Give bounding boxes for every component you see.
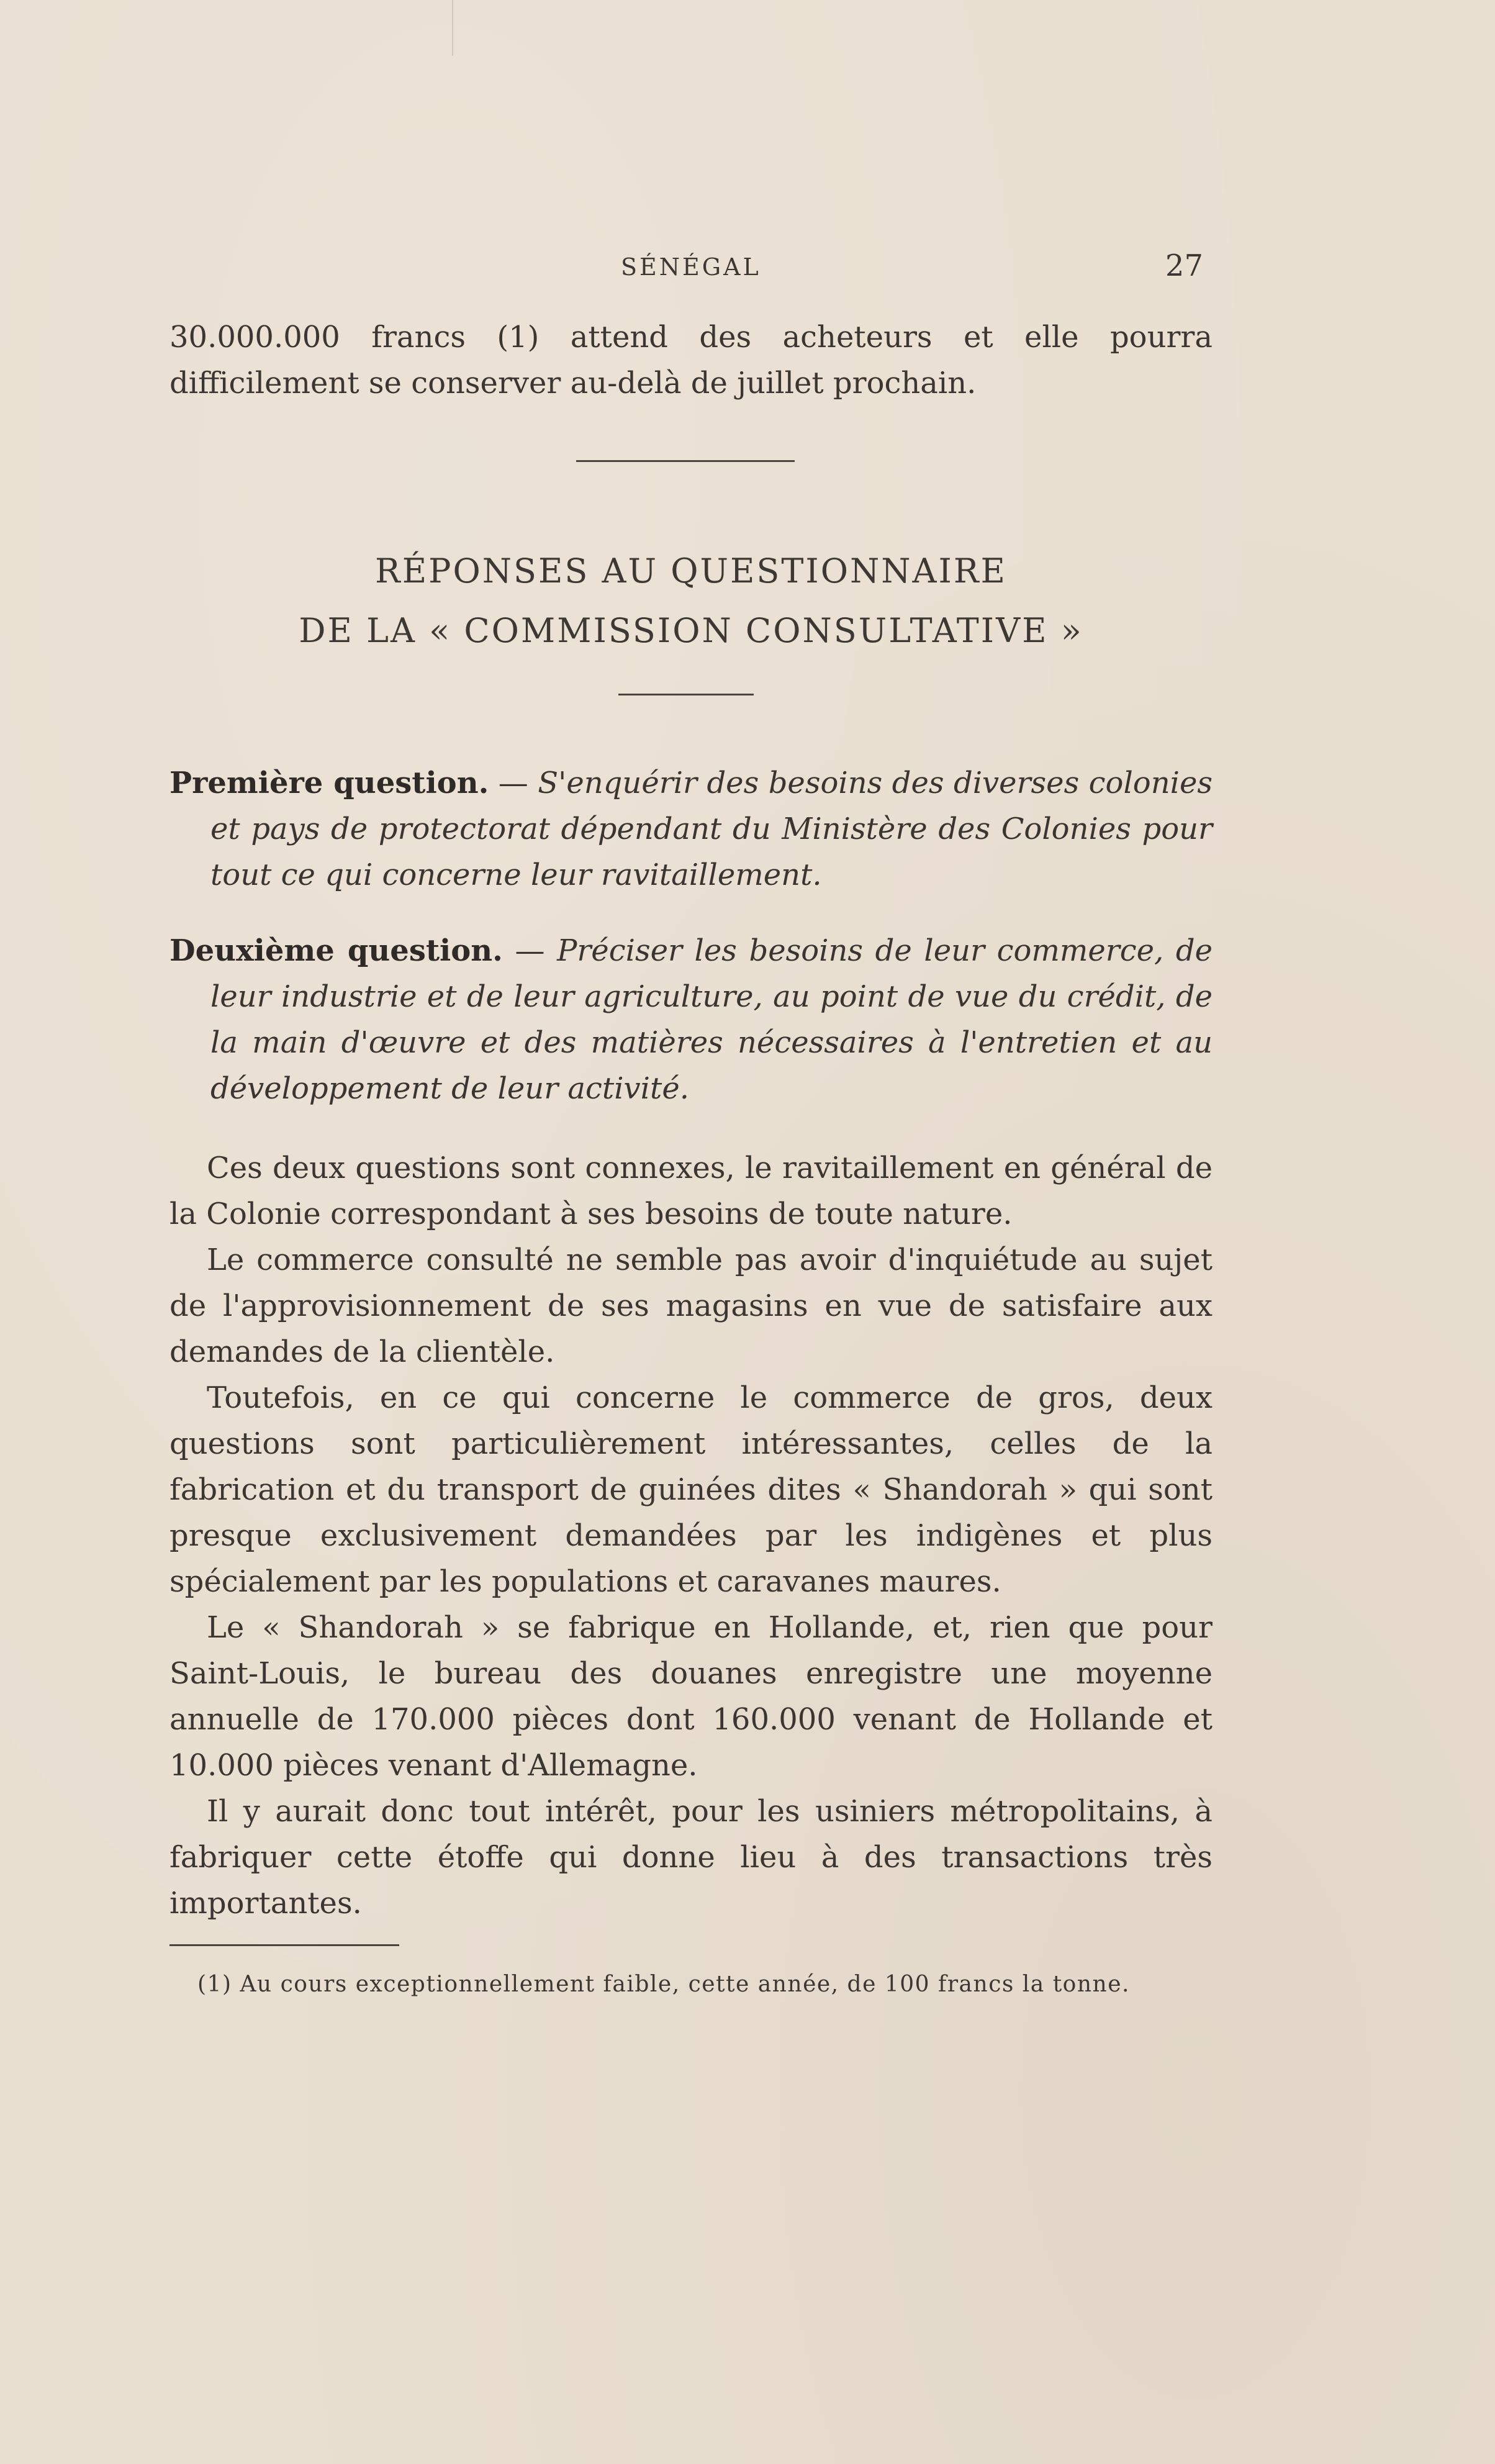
body-paragraph-5: Il y aurait donc tout intérêt, pour les usiniers métropolitains, à fabriquer cette étoffe qui donne lieu à des transactions très importantes. <box>169 1794 1213 1921</box>
body-paragraph-2: Le commerce consulté ne semble pas avoir d'inquiétude au sujet de l'approvisionnement de ses magasins en vue de satisfaire aux demandes de la clientèle. <box>169 1243 1213 1369</box>
question-1-dash: — <box>498 766 528 800</box>
intro-paragraph: 30.000.000 francs (1) attend des acheteurs et elle pourra difficilement se conserver au-delà de juillet prochain. <box>169 320 1213 401</box>
body-paragraph-4: Le « Shandorah » se fabrique en Hollande, et, rien que pour Saint-Louis, le bureau des douanes enregistre une moyenne annuelle de 170.000 pièces dont 160.000 venant de Hollande et 10.000 pièces venant d'Allemagne. <box>169 1610 1213 1783</box>
question-2-text: Préciser les besoins de leur commerce, de leur industrie et de leur agriculture, au point de vue du crédit, de la main d'œuvre et des matières nécessaires à l'entretien et au développement de leur activité. <box>210 933 1213 1106</box>
section-heading-line1: RÉPONSES AU QUESTIONNAIRE <box>375 551 1007 591</box>
page-number: 27 <box>1165 248 1203 283</box>
paper-crease <box>452 0 453 56</box>
running-head: SÉNÉGAL <box>621 253 761 281</box>
question-1 <box>169 760 1213 898</box>
body-paragraph-1: Ces deux questions sont connexes, le ravitaillement en général de la Colonie correspondant à ses besoins de toute nature. <box>169 1151 1213 1231</box>
intro-block <box>169 314 1213 406</box>
footnote-divider <box>169 1944 399 1946</box>
section-heading <box>169 541 1213 661</box>
section-heading-line2: DE LA « COMMISSION CONSULTATIVE » <box>299 611 1083 650</box>
question-2 <box>169 928 1213 1112</box>
body-text <box>169 1145 1213 1926</box>
question-1-label: Première question. <box>169 766 489 800</box>
section-divider-top <box>576 460 795 462</box>
footnote: (1) Au cours exceptionnellement faible, cette année, de 100 francs la tonne. <box>197 1972 1130 1997</box>
question-2-dash: — <box>515 933 545 968</box>
question-1-text: S'enquérir des besoins des diverses colonies et pays de protectorat dépendant du Ministère des Colonies pour tout ce qui concerne leur ravitaillement. <box>210 766 1213 892</box>
body-paragraph-3: Toutefois, en ce qui concerne le commerce de gros, deux questions sont particulièrement intéressantes, celles de la fabrication et du transport de guinées dites « Shandorah » qui sont presque exclusivement demandées par les indigènes et plus spécialement par les populations et caravanes maures. <box>169 1380 1213 1599</box>
question-2-label: Deuxième question. <box>169 933 503 968</box>
section-divider-bottom <box>618 694 754 695</box>
